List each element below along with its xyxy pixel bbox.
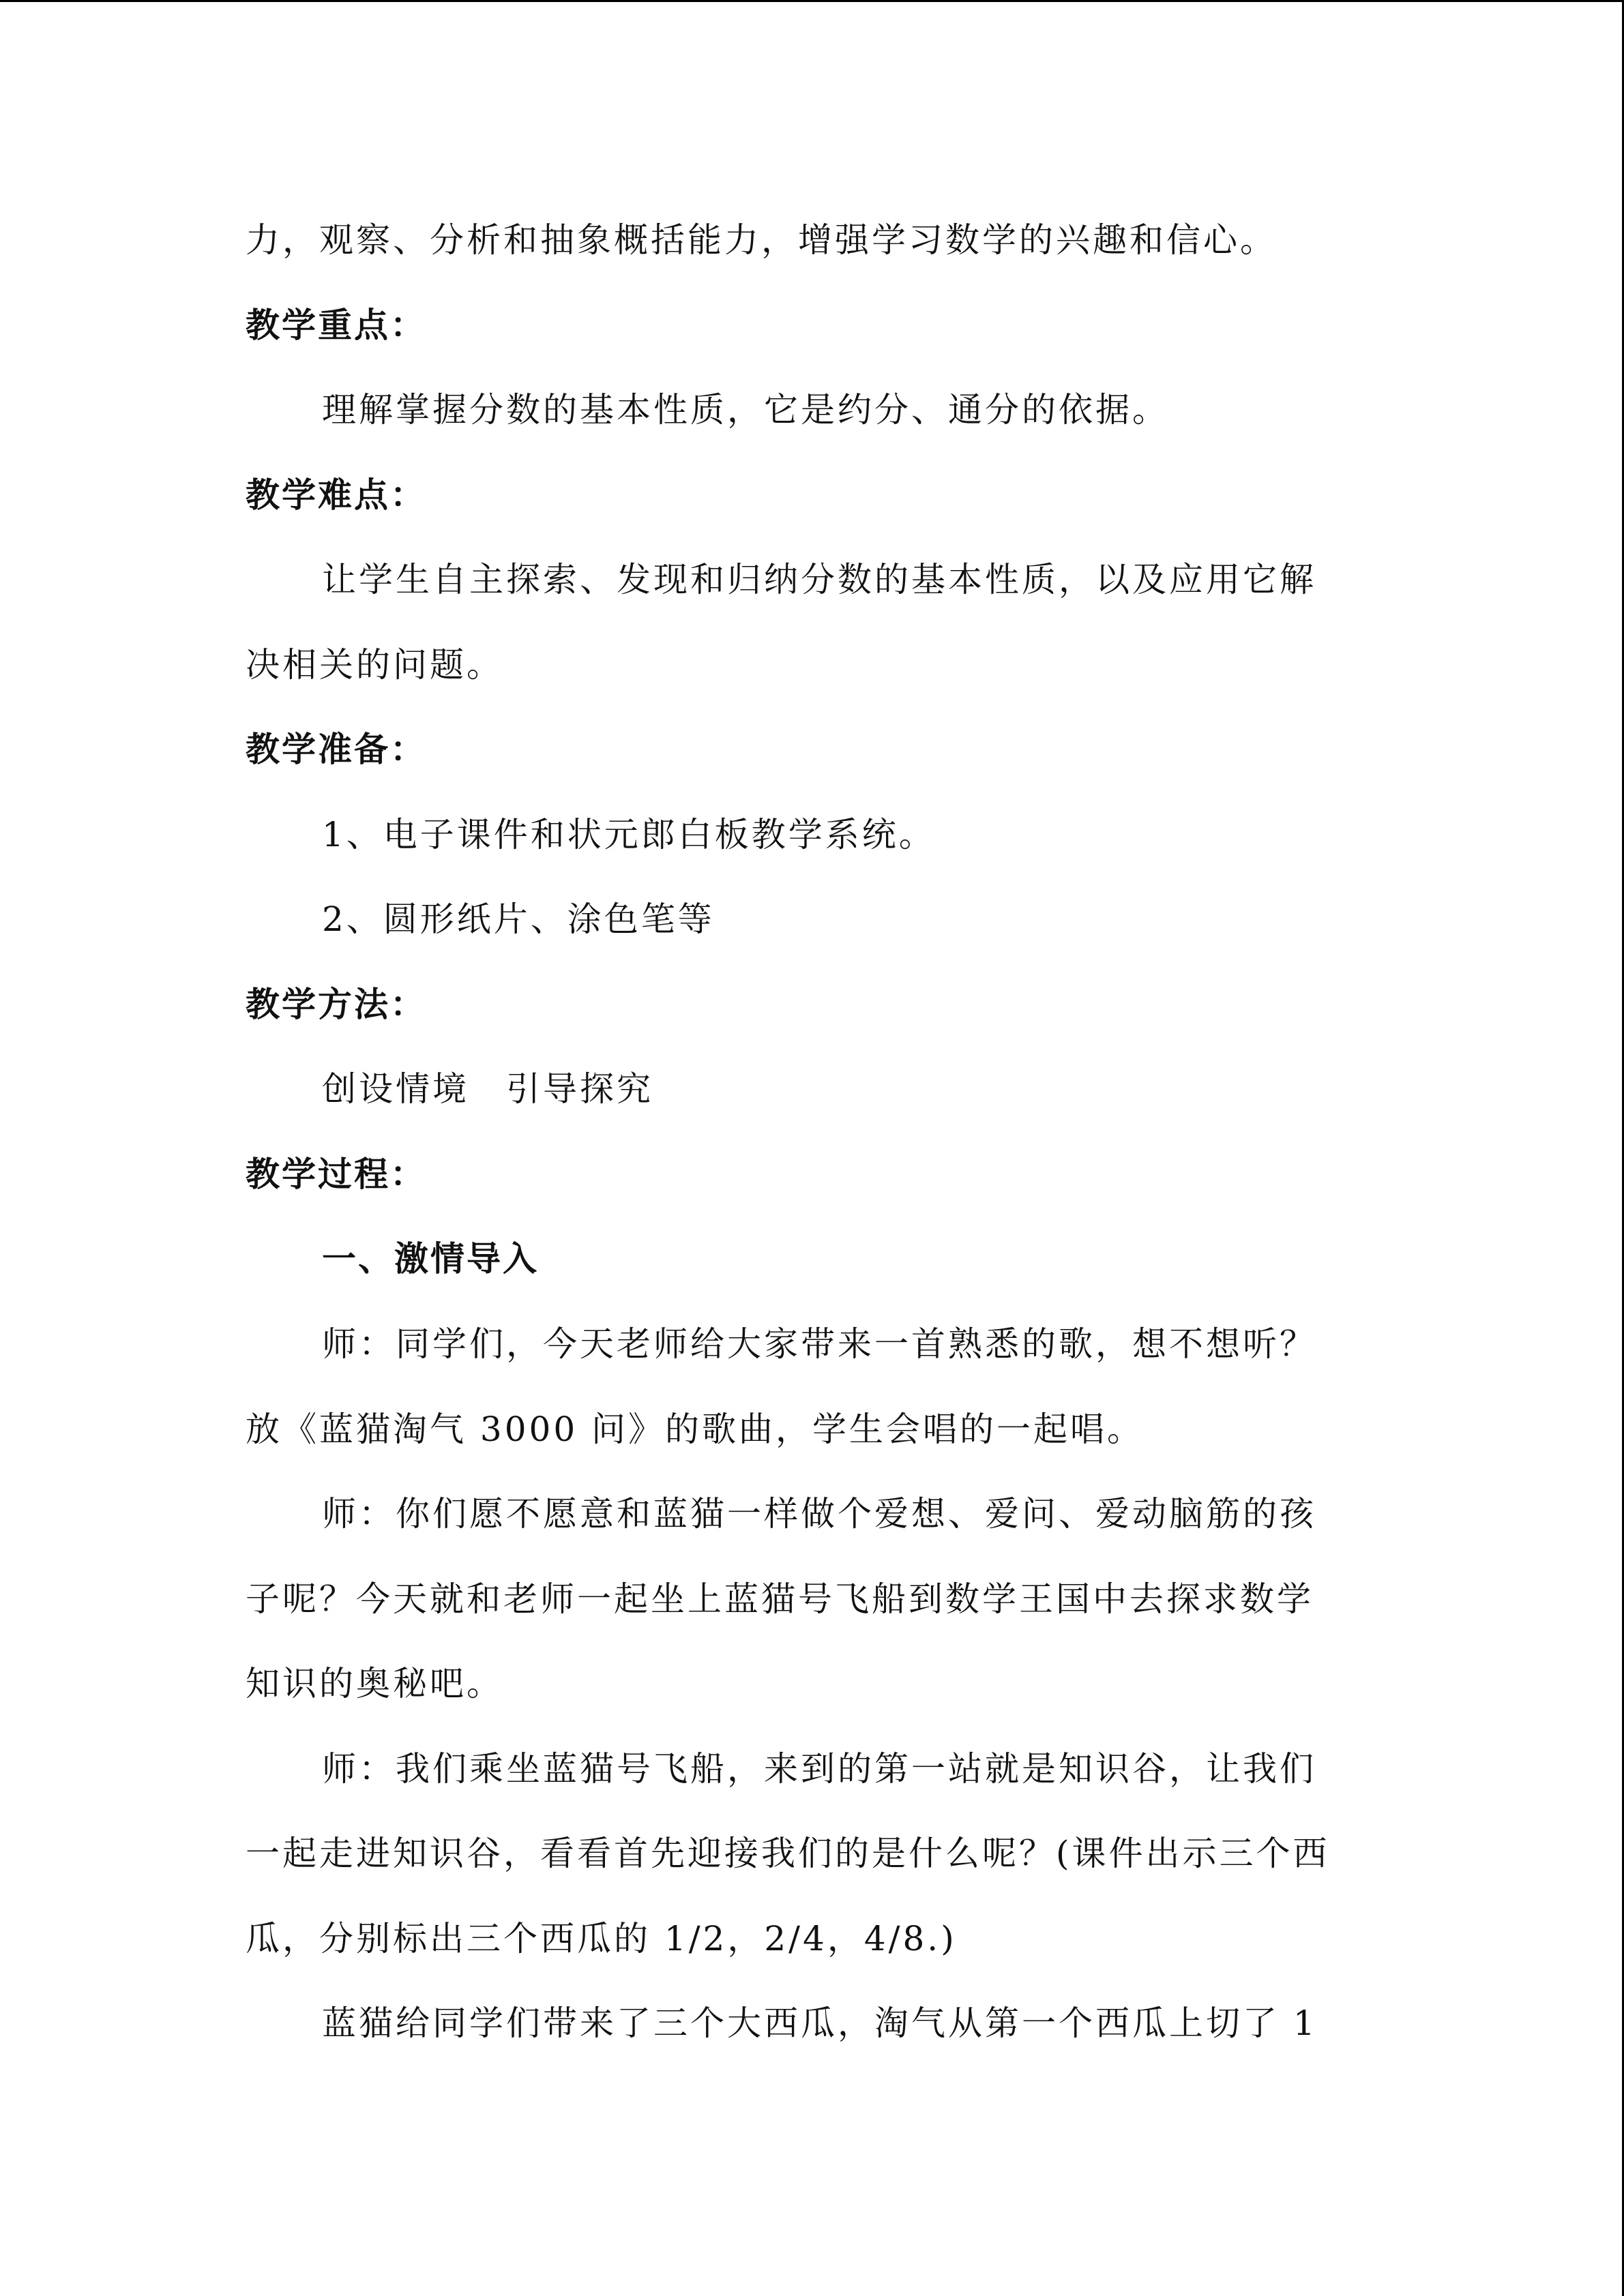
heading-methods: 教学方法： xyxy=(246,984,426,1024)
paragraph-1-line-2: 放《蓝猫淘气 3000 问》的歌曲，学生会唱的一起唱。 xyxy=(246,1410,1145,1449)
objective-continuation-line: 力，观察、分析和抽象概括能力，增强学习数学的兴趣和信心。 xyxy=(246,220,1277,260)
methods-text: 创设情境 引导探究 xyxy=(322,1069,653,1109)
paragraph-2-line-1: 师：你们愿不愿意和蓝猫一样做个爱想、爱问、爱动脑筋的孩 xyxy=(322,1494,1316,1534)
paragraph-3-line-3: 瓜，分别标出三个西瓜的 1/2，2/4，4/8.) xyxy=(246,1919,957,1958)
heading-process: 教学过程： xyxy=(246,1154,426,1194)
heading-key-points: 教学重点： xyxy=(246,305,426,345)
section-heading-introduction: 一、激情导入 xyxy=(322,1238,539,1279)
difficult-points-text-line-2: 决相关的问题。 xyxy=(246,645,503,685)
heading-preparation: 教学准备： xyxy=(246,729,426,769)
paragraph-1-line-1: 师：同学们，今天老师给大家带来一首熟悉的歌，想不想听？ xyxy=(322,1324,1316,1364)
page-top-border xyxy=(0,0,1624,2)
paragraph-3-line-1: 师：我们乘坐蓝猫号飞船，来到的第一站就是知识谷，让我们 xyxy=(322,1749,1316,1789)
heading-difficult-points: 教学难点： xyxy=(246,475,426,515)
preparation-item-2: 2、圆形纸片、涂色笔等 xyxy=(322,899,715,939)
paragraph-3-line-2: 一起走进知识谷，看看首先迎接我们的是什么呢？(课件出示三个西 xyxy=(246,1834,1330,1873)
difficult-points-text-line-1: 让学生自主探索、发现和归纳分数的基本性质，以及应用它解 xyxy=(322,560,1316,599)
paragraph-2-line-2: 子呢？今天就和老师一起坐上蓝猫号飞船到数学王国中去探求数学 xyxy=(246,1579,1314,1619)
preparation-item-1: 1、电子课件和状元郎白板教学系统。 xyxy=(322,815,936,854)
paragraph-2-line-3: 知识的奥秘吧。 xyxy=(246,1664,503,1703)
paragraph-4-line-1: 蓝猫给同学们带来了三个大西瓜，淘气从第一个西瓜上切了 1 xyxy=(322,2003,1318,2043)
key-points-text: 理解掌握分数的基本性质，它是约分、通分的依据。 xyxy=(322,390,1169,430)
